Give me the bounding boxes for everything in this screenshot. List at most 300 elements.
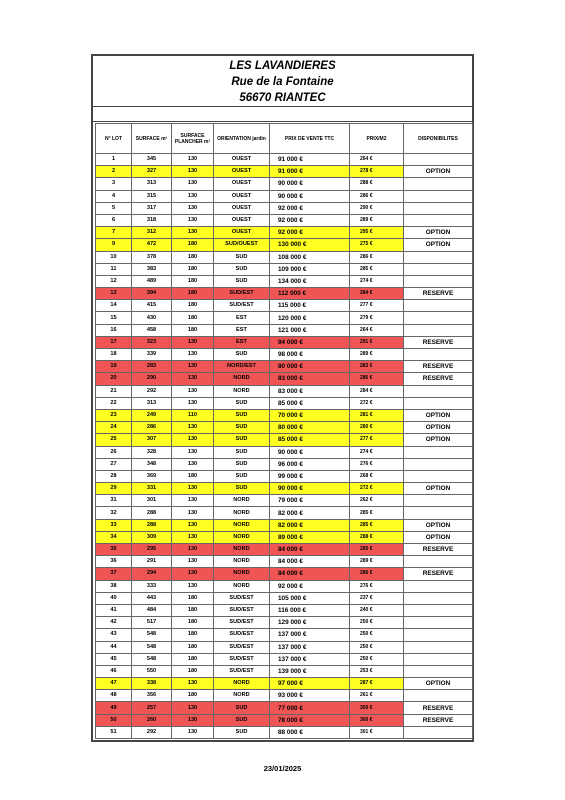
orientation-cell: OUEST bbox=[214, 166, 270, 178]
orientation-cell: NORD bbox=[214, 580, 270, 592]
table-row bbox=[96, 190, 473, 202]
divider bbox=[93, 106, 472, 107]
availability-cell: RESERVE bbox=[404, 373, 473, 385]
orientation-cell: SUD bbox=[214, 409, 270, 421]
orientation-cell: SUD bbox=[214, 422, 270, 434]
plancher-cell: 130 bbox=[172, 714, 214, 726]
plancher-cell: 130 bbox=[172, 544, 214, 556]
plancher-cell: 180 bbox=[172, 251, 214, 263]
availability-cell bbox=[404, 385, 473, 397]
price-cell: 84 000 € bbox=[270, 556, 350, 568]
surface-cell: 323 bbox=[132, 336, 172, 348]
price-per-m2-cell: 272 € bbox=[350, 483, 404, 495]
table-header-row bbox=[96, 124, 473, 154]
lot-cell: 41 bbox=[96, 604, 132, 616]
price-cell: 92 000 € bbox=[270, 580, 350, 592]
availability-cell bbox=[404, 312, 473, 324]
price-cell: 120 000 € bbox=[270, 312, 350, 324]
lot-cell: 11 bbox=[96, 263, 132, 275]
plancher-cell: 180 bbox=[172, 288, 214, 300]
surface-cell: 290 bbox=[132, 373, 172, 385]
availability-cell bbox=[404, 641, 473, 653]
table-row bbox=[96, 519, 473, 531]
price-per-m2-cell: 276 € bbox=[350, 580, 404, 592]
price-cell: 129 000 € bbox=[270, 617, 350, 629]
surface-cell: 327 bbox=[132, 166, 172, 178]
surface-cell: 286 bbox=[132, 422, 172, 434]
orientation-cell: SUD bbox=[214, 275, 270, 287]
plancher-cell: 130 bbox=[172, 519, 214, 531]
availability-cell bbox=[404, 397, 473, 409]
price-per-m2-cell: 275 € bbox=[350, 239, 404, 251]
availability-cell: RESERVE bbox=[404, 714, 473, 726]
lot-cell: 15 bbox=[96, 312, 132, 324]
surface-cell: 348 bbox=[132, 458, 172, 470]
col-header-lot: N° LOT bbox=[96, 124, 132, 154]
plancher-cell: 180 bbox=[172, 263, 214, 275]
plancher-cell: 130 bbox=[172, 434, 214, 446]
price-per-m2-cell: 288 € bbox=[350, 531, 404, 543]
availability-cell bbox=[404, 495, 473, 507]
availability-cell bbox=[404, 154, 473, 166]
price-cell: 90 000 € bbox=[270, 483, 350, 495]
lot-cell: 2 bbox=[96, 166, 132, 178]
table-row bbox=[96, 702, 473, 714]
availability-cell bbox=[404, 629, 473, 641]
price-per-m2-cell: 250 € bbox=[350, 641, 404, 653]
table-row bbox=[96, 458, 473, 470]
price-per-m2-cell: 286 € bbox=[350, 251, 404, 263]
availability-cell: RESERVE bbox=[404, 702, 473, 714]
orientation-cell: NORD bbox=[214, 519, 270, 531]
lot-cell: 43 bbox=[96, 629, 132, 641]
availability-cell: RESERVE bbox=[404, 544, 473, 556]
surface-cell: 517 bbox=[132, 617, 172, 629]
lot-cell: 44 bbox=[96, 641, 132, 653]
lot-cell: 6 bbox=[96, 214, 132, 226]
plancher-cell: 130 bbox=[172, 580, 214, 592]
table-row bbox=[96, 397, 473, 409]
table-row bbox=[96, 263, 473, 275]
price-cell: 70 000 € bbox=[270, 409, 350, 421]
availability-cell: OPTION bbox=[404, 678, 473, 690]
street-address: Rue de la Fontaine bbox=[231, 76, 334, 88]
table-row bbox=[96, 324, 473, 336]
availability-cell bbox=[404, 726, 473, 738]
table-row bbox=[96, 373, 473, 385]
surface-cell: 292 bbox=[132, 726, 172, 738]
availability-cell bbox=[404, 275, 473, 287]
plancher-cell: 130 bbox=[172, 556, 214, 568]
availability-cell bbox=[404, 690, 473, 702]
table-row bbox=[96, 361, 473, 373]
plancher-cell: 130 bbox=[172, 154, 214, 166]
price-list-sheet bbox=[91, 54, 474, 742]
orientation-cell: SUD/EST bbox=[214, 604, 270, 616]
plancher-cell: 180 bbox=[172, 690, 214, 702]
plancher-cell: 180 bbox=[172, 617, 214, 629]
orientation-cell: EST bbox=[214, 336, 270, 348]
price-cell: 96 000 € bbox=[270, 458, 350, 470]
surface-cell: 288 bbox=[132, 507, 172, 519]
surface-cell: 484 bbox=[132, 604, 172, 616]
surface-cell: 331 bbox=[132, 483, 172, 495]
price-per-m2-cell: 289 € bbox=[350, 556, 404, 568]
lot-cell: 21 bbox=[96, 385, 132, 397]
lots-table bbox=[95, 123, 473, 739]
availability-cell bbox=[404, 470, 473, 482]
table-row bbox=[96, 495, 473, 507]
price-cell: 121 000 € bbox=[270, 324, 350, 336]
availability-cell bbox=[404, 446, 473, 458]
orientation-cell: SUD/EST bbox=[214, 288, 270, 300]
col-header-disponibilites: DISPONIBILITES bbox=[404, 124, 473, 154]
orientation-cell: SUD/EST bbox=[214, 300, 270, 312]
availability-cell: OPTION bbox=[404, 434, 473, 446]
lot-cell: 31 bbox=[96, 495, 132, 507]
price-per-m2-cell: 288 € bbox=[350, 178, 404, 190]
surface-cell: 312 bbox=[132, 227, 172, 239]
lot-cell: 28 bbox=[96, 470, 132, 482]
table-row bbox=[96, 300, 473, 312]
availability-cell: OPTION bbox=[404, 531, 473, 543]
price-per-m2-cell: 277 € bbox=[350, 434, 404, 446]
lot-cell: 14 bbox=[96, 300, 132, 312]
plancher-cell: 180 bbox=[172, 592, 214, 604]
orientation-cell: SUD/EST bbox=[214, 592, 270, 604]
availability-cell: OPTION bbox=[404, 239, 473, 251]
col-header-prixm2: PRIX/M2 bbox=[350, 124, 404, 154]
lot-cell: 13 bbox=[96, 288, 132, 300]
surface-cell: 339 bbox=[132, 349, 172, 361]
plancher-cell: 180 bbox=[172, 239, 214, 251]
price-cell: 137 000 € bbox=[270, 641, 350, 653]
table-row bbox=[96, 336, 473, 348]
orientation-cell: OUEST bbox=[214, 202, 270, 214]
lot-cell: 5 bbox=[96, 202, 132, 214]
price-cell: 98 000 € bbox=[270, 349, 350, 361]
plancher-cell: 180 bbox=[172, 324, 214, 336]
lot-cell: 49 bbox=[96, 702, 132, 714]
price-per-m2-cell: 291 € bbox=[350, 336, 404, 348]
surface-cell: 313 bbox=[132, 178, 172, 190]
price-per-m2-cell: 274 € bbox=[350, 446, 404, 458]
price-cell: 90 000 € bbox=[270, 190, 350, 202]
table-row bbox=[96, 483, 473, 495]
table-row bbox=[96, 239, 473, 251]
price-cell: 112 000 € bbox=[270, 288, 350, 300]
surface-cell: 318 bbox=[132, 214, 172, 226]
price-cell: 82 000 € bbox=[270, 519, 350, 531]
table-row bbox=[96, 678, 473, 690]
table-row bbox=[96, 726, 473, 738]
lot-cell: 26 bbox=[96, 446, 132, 458]
plancher-cell: 130 bbox=[172, 397, 214, 409]
lot-cell: 29 bbox=[96, 483, 132, 495]
orientation-cell: SUD bbox=[214, 397, 270, 409]
orientation-cell: SUD bbox=[214, 349, 270, 361]
lot-cell: 25 bbox=[96, 434, 132, 446]
price-cell: 109 000 € bbox=[270, 263, 350, 275]
availability-cell bbox=[404, 214, 473, 226]
lot-cell: 20 bbox=[96, 373, 132, 385]
price-per-m2-cell: 284 € bbox=[350, 288, 404, 300]
orientation-cell: NORD/EST bbox=[214, 361, 270, 373]
price-cell: 84 000 € bbox=[270, 544, 350, 556]
availability-cell bbox=[404, 580, 473, 592]
document-date: 23/01/2025 bbox=[263, 764, 302, 773]
price-per-m2-cell: 284 € bbox=[350, 385, 404, 397]
price-cell: 108 000 € bbox=[270, 251, 350, 263]
lot-cell: 23 bbox=[96, 409, 132, 421]
plancher-cell: 130 bbox=[172, 361, 214, 373]
price-cell: 105 000 € bbox=[270, 592, 350, 604]
lot-cell: 42 bbox=[96, 617, 132, 629]
orientation-cell: NORD bbox=[214, 507, 270, 519]
price-per-m2-cell: 250 € bbox=[350, 617, 404, 629]
price-cell: 82 000 € bbox=[270, 507, 350, 519]
surface-cell: 317 bbox=[132, 202, 172, 214]
orientation-cell: SUD bbox=[214, 714, 270, 726]
table-row bbox=[96, 690, 473, 702]
availability-cell bbox=[404, 507, 473, 519]
price-cell: 137 000 € bbox=[270, 629, 350, 641]
lot-cell: 12 bbox=[96, 275, 132, 287]
availability-cell: RESERVE bbox=[404, 568, 473, 580]
col-header-orientation: ORIENTATION jardin bbox=[214, 124, 270, 154]
plancher-cell: 130 bbox=[172, 373, 214, 385]
price-per-m2-cell: 285 € bbox=[350, 507, 404, 519]
lot-cell: 10 bbox=[96, 251, 132, 263]
residence-name: LES LAVANDIERES bbox=[229, 60, 336, 72]
surface-cell: 472 bbox=[132, 239, 172, 251]
price-per-m2-cell: 272 € bbox=[350, 397, 404, 409]
table-row bbox=[96, 556, 473, 568]
plancher-cell: 130 bbox=[172, 678, 214, 690]
table-row bbox=[96, 312, 473, 324]
table-row bbox=[96, 275, 473, 287]
price-per-m2-cell: 237 € bbox=[350, 592, 404, 604]
surface-cell: 315 bbox=[132, 190, 172, 202]
orientation-cell: SUD bbox=[214, 702, 270, 714]
availability-cell bbox=[404, 653, 473, 665]
orientation-cell: SUD/OUEST bbox=[214, 239, 270, 251]
table-row bbox=[96, 154, 473, 166]
orientation-cell: OUEST bbox=[214, 227, 270, 239]
table-row bbox=[96, 202, 473, 214]
price-per-m2-cell: 264 € bbox=[350, 324, 404, 336]
plancher-cell: 130 bbox=[172, 385, 214, 397]
lot-cell: 7 bbox=[96, 227, 132, 239]
orientation-cell: SUD bbox=[214, 483, 270, 495]
col-header-surface: SURFACE m² bbox=[132, 124, 172, 154]
availability-cell bbox=[404, 263, 473, 275]
plancher-cell: 130 bbox=[172, 336, 214, 348]
table-row bbox=[96, 592, 473, 604]
availability-cell bbox=[404, 458, 473, 470]
plancher-cell: 130 bbox=[172, 531, 214, 543]
plancher-cell: 130 bbox=[172, 568, 214, 580]
plancher-cell: 130 bbox=[172, 178, 214, 190]
price-per-m2-cell: 279 € bbox=[350, 312, 404, 324]
plancher-cell: 130 bbox=[172, 166, 214, 178]
surface-cell: 394 bbox=[132, 288, 172, 300]
orientation-cell: SUD/EST bbox=[214, 653, 270, 665]
lot-cell: 22 bbox=[96, 397, 132, 409]
orientation-cell: NORD bbox=[214, 385, 270, 397]
surface-cell: 288 bbox=[132, 519, 172, 531]
price-per-m2-cell: 276 € bbox=[350, 458, 404, 470]
lot-cell: 34 bbox=[96, 531, 132, 543]
surface-cell: 295 bbox=[132, 544, 172, 556]
availability-cell: OPTION bbox=[404, 519, 473, 531]
table-row bbox=[96, 214, 473, 226]
price-per-m2-cell: 287 € bbox=[350, 678, 404, 690]
lot-cell: 4 bbox=[96, 190, 132, 202]
lot-cell: 33 bbox=[96, 519, 132, 531]
price-per-m2-cell: 250 € bbox=[350, 629, 404, 641]
price-per-m2-cell: 295 € bbox=[350, 227, 404, 239]
surface-cell: 415 bbox=[132, 300, 172, 312]
surface-cell: 257 bbox=[132, 702, 172, 714]
table-row bbox=[96, 531, 473, 543]
surface-cell: 550 bbox=[132, 665, 172, 677]
table-row bbox=[96, 580, 473, 592]
lot-cell: 19 bbox=[96, 361, 132, 373]
availability-cell bbox=[404, 617, 473, 629]
surface-cell: 548 bbox=[132, 641, 172, 653]
surface-cell: 356 bbox=[132, 690, 172, 702]
orientation-cell: SUD bbox=[214, 251, 270, 263]
price-per-m2-cell: 280 € bbox=[350, 422, 404, 434]
table-row bbox=[96, 446, 473, 458]
price-per-m2-cell: 285 € bbox=[350, 544, 404, 556]
price-cell: 115 000 € bbox=[270, 300, 350, 312]
surface-cell: 260 bbox=[132, 714, 172, 726]
table-row bbox=[96, 629, 473, 641]
availability-cell: OPTION bbox=[404, 483, 473, 495]
surface-cell: 489 bbox=[132, 275, 172, 287]
price-per-m2-cell: 286 € bbox=[350, 190, 404, 202]
orientation-cell: NORD bbox=[214, 690, 270, 702]
table-row bbox=[96, 604, 473, 616]
availability-cell bbox=[404, 178, 473, 190]
price-per-m2-cell: 278 € bbox=[350, 166, 404, 178]
price-cell: 80 000 € bbox=[270, 422, 350, 434]
surface-cell: 458 bbox=[132, 324, 172, 336]
table-row bbox=[96, 641, 473, 653]
price-cell: 99 000 € bbox=[270, 470, 350, 482]
price-per-m2-cell: 274 € bbox=[350, 275, 404, 287]
price-per-m2-cell: 250 € bbox=[350, 653, 404, 665]
plancher-cell: 180 bbox=[172, 300, 214, 312]
price-cell: 88 000 € bbox=[270, 726, 350, 738]
price-per-m2-cell: 264 € bbox=[350, 154, 404, 166]
price-cell: 83 000 € bbox=[270, 385, 350, 397]
orientation-cell: SUD/EST bbox=[214, 665, 270, 677]
lot-cell: 38 bbox=[96, 580, 132, 592]
orientation-cell: NORD bbox=[214, 373, 270, 385]
plancher-cell: 130 bbox=[172, 507, 214, 519]
orientation-cell: NORD bbox=[214, 678, 270, 690]
lot-cell: 36 bbox=[96, 556, 132, 568]
plancher-cell: 180 bbox=[172, 653, 214, 665]
price-cell: 93 000 € bbox=[270, 690, 350, 702]
plancher-cell: 130 bbox=[172, 227, 214, 239]
price-per-m2-cell: 277 € bbox=[350, 300, 404, 312]
plancher-cell: 130 bbox=[172, 214, 214, 226]
price-cell: 130 000 € bbox=[270, 239, 350, 251]
availability-cell bbox=[404, 190, 473, 202]
surface-cell: 443 bbox=[132, 592, 172, 604]
table-row bbox=[96, 251, 473, 263]
availability-cell bbox=[404, 324, 473, 336]
price-cell: 77 000 € bbox=[270, 702, 350, 714]
price-per-m2-cell: 262 € bbox=[350, 495, 404, 507]
lot-cell: 47 bbox=[96, 678, 132, 690]
lot-cell: 40 bbox=[96, 592, 132, 604]
table-row bbox=[96, 385, 473, 397]
surface-cell: 328 bbox=[132, 446, 172, 458]
surface-cell: 313 bbox=[132, 397, 172, 409]
price-per-m2-cell: 286 € bbox=[350, 373, 404, 385]
orientation-cell: NORD bbox=[214, 568, 270, 580]
lot-cell: 51 bbox=[96, 726, 132, 738]
availability-cell: OPTION bbox=[404, 409, 473, 421]
table-row bbox=[96, 714, 473, 726]
plancher-cell: 130 bbox=[172, 702, 214, 714]
table-row bbox=[96, 166, 473, 178]
price-per-m2-cell: 283 € bbox=[350, 361, 404, 373]
plancher-cell: 130 bbox=[172, 422, 214, 434]
orientation-cell: NORD bbox=[214, 495, 270, 507]
surface-cell: 333 bbox=[132, 580, 172, 592]
orientation-cell: SUD bbox=[214, 470, 270, 482]
orientation-cell: OUEST bbox=[214, 154, 270, 166]
table-row bbox=[96, 617, 473, 629]
lot-cell: 3 bbox=[96, 178, 132, 190]
surface-cell: 338 bbox=[132, 678, 172, 690]
price-per-m2-cell: 300 € bbox=[350, 702, 404, 714]
table-row bbox=[96, 568, 473, 580]
surface-cell: 292 bbox=[132, 385, 172, 397]
plancher-cell: 110 bbox=[172, 409, 214, 421]
lot-cell: 32 bbox=[96, 507, 132, 519]
surface-cell: 301 bbox=[132, 495, 172, 507]
lot-cell: 1 bbox=[96, 154, 132, 166]
plancher-cell: 130 bbox=[172, 446, 214, 458]
plancher-cell: 130 bbox=[172, 726, 214, 738]
price-per-m2-cell: 285 € bbox=[350, 263, 404, 275]
table-row bbox=[96, 544, 473, 556]
orientation-cell: OUEST bbox=[214, 190, 270, 202]
price-per-m2-cell: 281 € bbox=[350, 409, 404, 421]
plancher-cell: 180 bbox=[172, 604, 214, 616]
surface-cell: 294 bbox=[132, 568, 172, 580]
lot-cell: 45 bbox=[96, 653, 132, 665]
price-cell: 91 000 € bbox=[270, 154, 350, 166]
availability-cell bbox=[404, 349, 473, 361]
table-row bbox=[96, 178, 473, 190]
lot-cell: 24 bbox=[96, 422, 132, 434]
table-row bbox=[96, 422, 473, 434]
orientation-cell: NORD bbox=[214, 544, 270, 556]
price-cell: 78 000 € bbox=[270, 714, 350, 726]
lot-cell: 37 bbox=[96, 568, 132, 580]
lot-cell: 9 bbox=[96, 239, 132, 251]
price-cell: 85 000 € bbox=[270, 397, 350, 409]
availability-cell bbox=[404, 556, 473, 568]
